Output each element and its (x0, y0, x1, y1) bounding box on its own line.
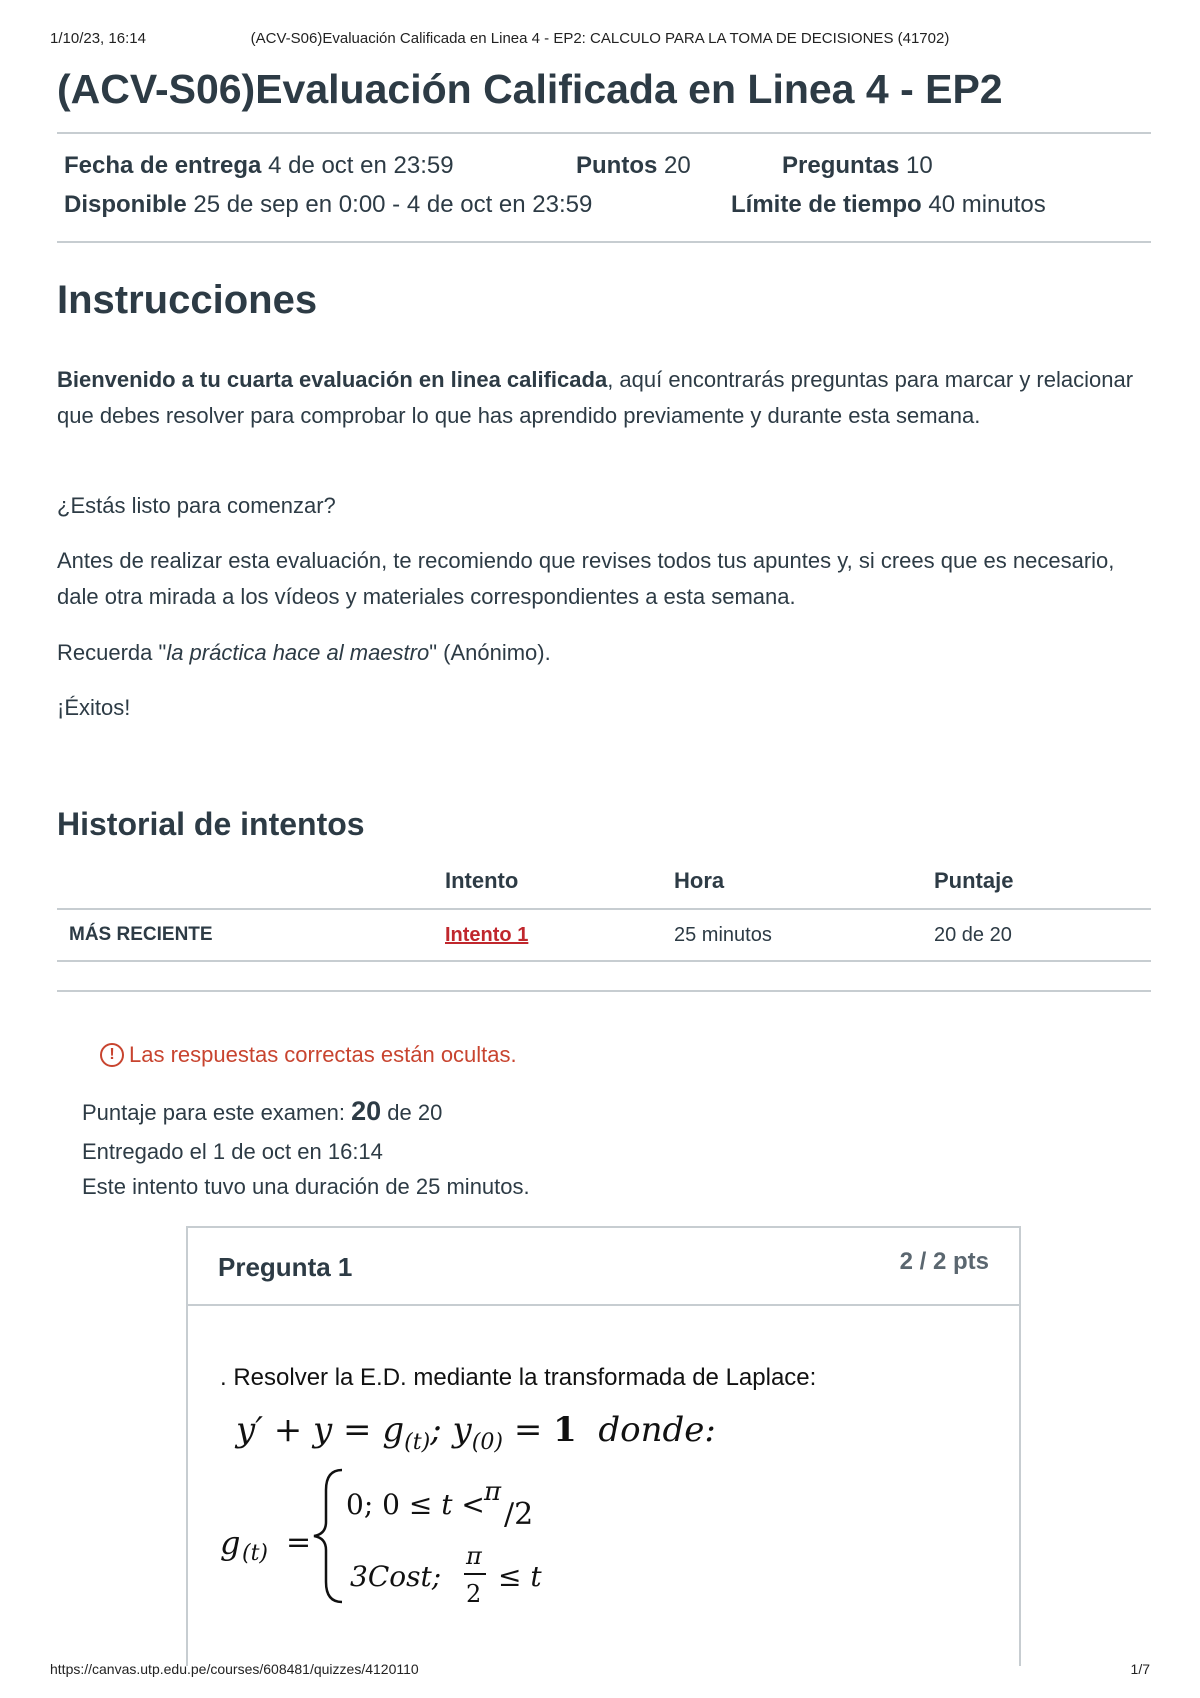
time-limit (731, 191, 1046, 219)
questions-label: Preguntas (782, 152, 900, 179)
exam-score (82, 1096, 442, 1127)
svg-text:0; 0 ≤ t <: 0; 0 ≤ t < (346, 1488, 485, 1521)
divider (57, 132, 1151, 134)
attempt-link[interactable]: Intento 1 (445, 924, 529, 946)
time-limit-value: 40 minutos (928, 191, 1046, 218)
quote-after: " (Anónimo). (429, 640, 551, 665)
due-value: 4 de oct en 23:59 (268, 152, 454, 179)
page-title: (ACV-S06)Evaluación Calificada en Linea 4 - EP2 (57, 66, 1003, 112)
svg-text:≤ t: ≤ t (498, 1560, 542, 1593)
svg-text:π: π (466, 1542, 482, 1570)
available-value: 25 de sep en 0:00 - 4 de oct en 23:59 (193, 191, 593, 218)
quote-italic: la práctica hace al maestro (166, 640, 430, 665)
points (576, 152, 691, 180)
due-label: Fecha de entrega (64, 152, 262, 179)
quote-before: Recuerda " (57, 640, 167, 665)
time-limit-label: Límite de tiempo (731, 191, 922, 218)
instructions-question: ¿Estás listo para comenzar? (57, 493, 336, 518)
svg-text:/2: /2 (504, 1497, 534, 1532)
question-card (186, 1226, 1021, 1666)
due-date (64, 152, 454, 180)
footer-url: https://canvas.utp.edu.pe/courses/608481/quizzes/4120110 (50, 1661, 419, 1677)
instructions-paragraph (57, 362, 1157, 434)
svg-text:π: π (484, 1477, 502, 1507)
instructions-heading: Instrucciones (57, 278, 318, 322)
submitted-date: Entregado el 1 de oct en 16:14 (82, 1139, 383, 1164)
instructions-advice: Antes de realizar esta evaluación, te recomiendo que revises todos tus apuntes y, si crees que es necesario, dale otra mirada a los vídeos y materiales correspondientes a esta semana. (57, 548, 1115, 609)
column-header-score: Puntaje (934, 868, 1014, 893)
available (64, 191, 592, 219)
svg-text:(t): (t) (242, 1541, 269, 1566)
points-value: 20 (664, 152, 691, 179)
instructions-quote (57, 635, 1157, 671)
instructions-text: , aquí encontrarás preguntas para marcar y relacionar que debes resolver para comprobar lo que has aprendido previamente y durante esta semana. (57, 367, 1134, 428)
equation-piecewise (216, 1456, 576, 1616)
instructions-bold: Bienvenido a tu cuarta evaluación en linea calificada (57, 367, 608, 392)
question-text: . Resolver la E.D. mediante la transformada de Laplace: (220, 1364, 817, 1391)
print-title: (ACV-S06)Evaluación Calificada en Linea 4 - EP2: CALCULO PARA LA TOMA DE DECISIONES (41702) (250, 30, 950, 47)
table-row-divider (57, 960, 1151, 962)
footer-page: 1/7 (1130, 1661, 1150, 1677)
questions (782, 152, 933, 180)
score-value: 20 (351, 1096, 382, 1126)
divider (57, 241, 1151, 243)
attempt-time: 25 minutos (674, 924, 772, 946)
print-datetime: 1/10/23, 16:14 (50, 30, 146, 47)
print-header (0, 0, 1200, 47)
attempt-score: 20 de 20 (934, 924, 1012, 946)
history-heading: Historial de intentos (57, 806, 365, 842)
svg-text:2: 2 (466, 1580, 482, 1608)
svg-text:3Cost;: 3Cost; (350, 1560, 442, 1593)
question-points: 2 / 2 pts (899, 1248, 989, 1275)
equation-ode: $y' + y = g_{(t)}$; $y_{(0)} = 1$ donde: (236, 1410, 716, 1455)
warning-text: Las respuestas correctas están ocultas. (129, 1042, 517, 1067)
svg-text:g: g (220, 1524, 241, 1562)
question-header (188, 1228, 1019, 1306)
instructions-exitos: ¡Éxitos! (57, 695, 131, 720)
row-label: MÁS RECIENTE (69, 924, 213, 945)
question-title: Pregunta 1 (218, 1252, 353, 1282)
table-header-divider (57, 908, 1151, 910)
attempt-duration: Este intento tuvo una duración de 25 minutos. (82, 1174, 530, 1199)
svg-text:=: = (286, 1525, 312, 1560)
divider (57, 990, 1151, 992)
available-label: Disponible (64, 191, 187, 218)
hidden-answers-warning (100, 1042, 517, 1068)
column-header-attempt: Intento (445, 868, 519, 893)
exclamation-circle-icon: ! (100, 1043, 124, 1067)
column-header-time: Hora (674, 868, 725, 893)
score-label: Puntaje para este examen: (82, 1100, 345, 1125)
score-total: de 20 (387, 1100, 443, 1125)
points-label: Puntos (576, 152, 658, 179)
questions-value: 10 (906, 152, 933, 179)
